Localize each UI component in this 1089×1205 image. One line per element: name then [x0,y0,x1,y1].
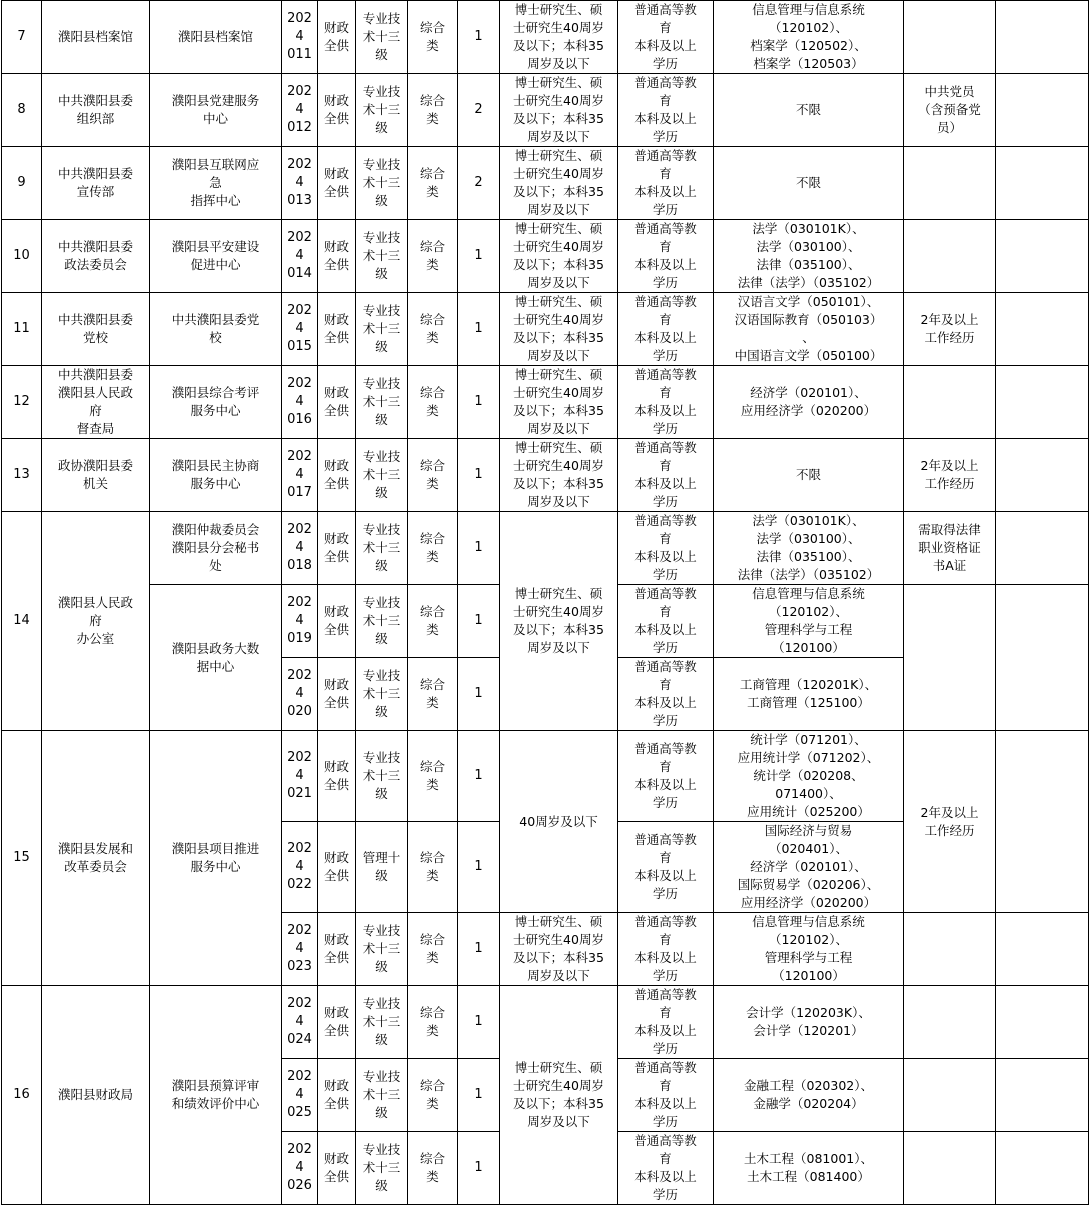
education-cell: 普通高等教 育 本科及以上 学历 [618,439,714,512]
funding-cell: 财政 全供 [318,658,356,731]
other-cell [904,913,996,986]
major-cell: 金融工程（020302）、 金融学（020204） [714,1059,904,1132]
category-cell: 综合 类 [408,293,458,366]
count-cell: 1 [458,439,500,512]
remark-cell [996,986,1089,1059]
major-cell: 信息管理与信息系统 （120102）、 管理科学与工程 （120100） [714,585,904,658]
count-cell: 1 [458,293,500,366]
level-cell: 专业技 术十三 级 [356,512,408,585]
code-cell: 2024 017 [282,439,318,512]
dept-cell: 中共濮阳县委 组织部 [42,74,150,147]
count-cell: 1 [458,731,500,822]
table-row [2,147,1089,220]
remark-cell [996,147,1089,220]
dept-cell: 濮阳县财政局 [42,986,150,1205]
other-cell [904,220,996,293]
remark-cell [996,731,1089,913]
table-row [2,220,1089,293]
code-cell: 2024 015 [282,293,318,366]
major-cell: 汉语言文学（050101）、 汉语国际教育（050103） 、 中国语言文学（050100） [714,293,904,366]
other-cell [904,147,996,220]
unit-cell: 濮阳县党建服务 中心 [150,74,282,147]
table-row [2,366,1089,439]
other-cell [904,1132,996,1205]
age-cell: 博士研究生、硕 士研究生40周岁 及以下；本科35 周岁及以下 [500,1,618,74]
code-cell: 2024 021 [282,731,318,822]
category-cell: 综合 类 [408,512,458,585]
funding-cell: 财政 全供 [318,439,356,512]
major-cell: 统计学（071201）、 应用统计学（071202）、 统计学（020208、 071400）、 应用统计（025200） [714,731,904,822]
funding-cell: 财政 全供 [318,585,356,658]
remark-cell [996,366,1089,439]
education-cell: 普通高等教 育 本科及以上 学历 [618,1,714,74]
major-cell: 信息管理与信息系统 （120102）、 管理科学与工程 （120100） [714,913,904,986]
remark-cell [996,439,1089,512]
code-cell: 2024 019 [282,585,318,658]
level-cell: 专业技 术十三 级 [356,731,408,822]
education-cell: 普通高等教 育 本科及以上 学历 [618,1059,714,1132]
dept-cell: 濮阳县发展和 改革委员会 [42,731,150,986]
major-cell: 法学（030101K）、 法学（030100）、 法律（035100）、 法律（法学）（035102） [714,220,904,293]
dept-cell: 中共濮阳县委 濮阳县人民政 府 督查局 [42,366,150,439]
unit-cell: 濮阳仲裁委员会 濮阳县分会秘书 处 [150,512,282,585]
other-cell [904,986,996,1059]
major-cell: 不限 [714,147,904,220]
education-cell: 普通高等教 育 本科及以上 学历 [618,293,714,366]
age-cell: 博士研究生、硕 士研究生40周岁 及以下；本科35 周岁及以下 [500,439,618,512]
unit-cell: 濮阳县档案馆 [150,1,282,74]
funding-cell: 财政 全供 [318,366,356,439]
age-cell: 博士研究生、硕 士研究生40周岁 及以下；本科35 周岁及以下 [500,366,618,439]
seq-cell: 15 [2,731,42,986]
count-cell: 1 [458,822,500,913]
education-cell: 普通高等教 育 本科及以上 学历 [618,74,714,147]
code-cell: 2024 011 [282,1,318,74]
level-cell: 专业技 术十三 级 [356,293,408,366]
other-cell [904,366,996,439]
funding-cell: 财政 全供 [318,147,356,220]
count-cell: 2 [458,147,500,220]
funding-cell: 财政 全供 [318,1059,356,1132]
remark-cell [996,512,1089,585]
level-cell: 专业技 术十三 级 [356,585,408,658]
age-cell: 博士研究生、硕 士研究生40周岁 及以下；本科35 周岁及以下 [500,986,618,1205]
code-cell: 2024 026 [282,1132,318,1205]
unit-cell: 濮阳县互联网应 急 指挥中心 [150,147,282,220]
count-cell: 1 [458,913,500,986]
remark-cell [996,913,1089,986]
code-cell: 2024 020 [282,658,318,731]
category-cell: 综合 类 [408,822,458,913]
code-cell: 2024 024 [282,986,318,1059]
code-cell: 2024 013 [282,147,318,220]
level-cell: 专业技 术十三 级 [356,366,408,439]
age-cell: 博士研究生、硕 士研究生40周岁 及以下；本科35 周岁及以下 [500,293,618,366]
category-cell: 综合 类 [408,731,458,822]
count-cell: 1 [458,658,500,731]
funding-cell: 财政 全供 [318,731,356,822]
age-cell: 40周岁及以下 [500,731,618,913]
funding-cell: 财政 全供 [318,74,356,147]
major-cell: 国际经济与贸易 （020401）、 经济学（020101）、 国际贸易学（020206）、 应用经济学（020200） [714,822,904,913]
other-cell [904,1,996,74]
other-cell: 2年及以上 工作经历 [904,439,996,512]
funding-cell: 财政 全供 [318,1132,356,1205]
other-cell: 需取得法律 职业资格证 书A证 [904,512,996,585]
count-cell: 1 [458,585,500,658]
level-cell: 专业技 术十三 级 [356,1059,408,1132]
seq-cell: 9 [2,147,42,220]
code-cell: 2024 025 [282,1059,318,1132]
remark-cell [996,1059,1089,1132]
education-cell: 普通高等教 育 本科及以上 学历 [618,366,714,439]
remark-cell [996,74,1089,147]
education-cell: 普通高等教 育 本科及以上 学历 [618,220,714,293]
unit-cell: 濮阳县政务大数 据中心 [150,585,282,731]
table-row [2,439,1089,512]
other-cell: 2年及以上 工作经历 [904,293,996,366]
table-row [2,512,1089,585]
level-cell: 专业技 术十三 级 [356,439,408,512]
table-row [2,731,1089,822]
level-cell: 管理十 级 [356,822,408,913]
seq-cell: 10 [2,220,42,293]
age-cell: 博士研究生、硕 士研究生40周岁 及以下；本科35 周岁及以下 [500,74,618,147]
table-row [2,986,1089,1059]
code-cell: 2024 018 [282,512,318,585]
dept-cell: 濮阳县档案馆 [42,1,150,74]
count-cell: 1 [458,366,500,439]
education-cell: 普通高等教 育 本科及以上 学历 [618,986,714,1059]
code-cell: 2024 023 [282,913,318,986]
unit-cell: 濮阳县民主协商 服务中心 [150,439,282,512]
major-cell: 土木工程（081001）、 土木工程（081400） [714,1132,904,1205]
education-cell: 普通高等教 育 本科及以上 学历 [618,147,714,220]
category-cell: 综合 类 [408,913,458,986]
unit-cell: 濮阳县项目推进 服务中心 [150,731,282,986]
education-cell: 普通高等教 育 本科及以上 学历 [618,913,714,986]
remark-cell [996,1,1089,74]
dept-cell: 中共濮阳县委 政法委员会 [42,220,150,293]
level-cell: 专业技 术十三 级 [356,1,408,74]
category-cell: 综合 类 [408,1132,458,1205]
count-cell: 1 [458,1059,500,1132]
category-cell: 综合 类 [408,366,458,439]
remark-cell [996,585,1089,731]
major-cell: 经济学（020101）、 应用经济学（020200） [714,366,904,439]
count-cell: 1 [458,1,500,74]
major-cell: 工商管理（120201K）、 工商管理（125100） [714,658,904,731]
dept-cell: 濮阳县人民政 府 办公室 [42,512,150,731]
major-cell: 信息管理与信息系统 （120102）、 档案学（120502）、 档案学（120503） [714,1,904,74]
major-cell: 不限 [714,439,904,512]
major-cell: 会计学（120203K）、 会计学（120201） [714,986,904,1059]
other-cell [904,1059,996,1132]
unit-cell: 濮阳县平安建设 促进中心 [150,220,282,293]
count-cell: 1 [458,1132,500,1205]
level-cell: 专业技 术十三 级 [356,74,408,147]
dept-cell: 中共濮阳县委 党校 [42,293,150,366]
funding-cell: 财政 全供 [318,512,356,585]
funding-cell: 财政 全供 [318,1,356,74]
count-cell: 1 [458,220,500,293]
dept-cell: 中共濮阳县委 宣传部 [42,147,150,220]
count-cell: 2 [458,74,500,147]
seq-cell: 12 [2,366,42,439]
seq-cell: 16 [2,986,42,1205]
seq-cell: 8 [2,74,42,147]
category-cell: 综合 类 [408,220,458,293]
other-cell: 2年及以上 工作经历 [904,731,996,913]
level-cell: 专业技 术十三 级 [356,220,408,293]
category-cell: 综合 类 [408,585,458,658]
education-cell: 普通高等教 育 本科及以上 学历 [618,822,714,913]
code-cell: 2024 022 [282,822,318,913]
other-cell [904,585,996,731]
funding-cell: 财政 全供 [318,220,356,293]
other-cell: 中共党员 （含预备党 员） [904,74,996,147]
seq-cell: 11 [2,293,42,366]
code-cell: 2024 016 [282,366,318,439]
dept-cell: 政协濮阳县委 机关 [42,439,150,512]
education-cell: 普通高等教 育 本科及以上 学历 [618,512,714,585]
category-cell: 综合 类 [408,986,458,1059]
unit-cell: 中共濮阳县委党 校 [150,293,282,366]
funding-cell: 财政 全供 [318,822,356,913]
education-cell: 普通高等教 育 本科及以上 学历 [618,585,714,658]
age-cell: 博士研究生、硕 士研究生40周岁 及以下；本科35 周岁及以下 [500,913,618,986]
seq-cell: 7 [2,1,42,74]
level-cell: 专业技 术十三 级 [356,147,408,220]
major-cell: 不限 [714,74,904,147]
education-cell: 普通高等教 育 本科及以上 学历 [618,1132,714,1205]
category-cell: 综合 类 [408,147,458,220]
education-cell: 普通高等教 育 本科及以上 学历 [618,731,714,822]
seq-cell: 14 [2,512,42,731]
category-cell: 综合 类 [408,658,458,731]
remark-cell [996,293,1089,366]
category-cell: 综合 类 [408,439,458,512]
category-cell: 综合 类 [408,1059,458,1132]
level-cell: 专业技 术十三 级 [356,913,408,986]
category-cell: 综合 类 [408,74,458,147]
unit-cell: 濮阳县预算评审 和绩效评价中心 [150,986,282,1205]
table-row [2,74,1089,147]
count-cell: 1 [458,512,500,585]
code-cell: 2024 012 [282,74,318,147]
unit-cell: 濮阳县综合考评 服务中心 [150,366,282,439]
remark-cell [996,220,1089,293]
age-cell: 博士研究生、硕 士研究生40周岁 及以下；本科35 周岁及以下 [500,220,618,293]
category-cell: 综合 类 [408,1,458,74]
funding-cell: 财政 全供 [318,293,356,366]
table-row [2,1,1089,74]
recruitment-table [1,0,1089,1205]
education-cell: 普通高等教 育 本科及以上 学历 [618,658,714,731]
age-cell: 博士研究生、硕 士研究生40周岁 及以下；本科35 周岁及以下 [500,147,618,220]
seq-cell: 13 [2,439,42,512]
level-cell: 专业技 术十三 级 [356,986,408,1059]
count-cell: 1 [458,986,500,1059]
table-row [2,293,1089,366]
funding-cell: 财政 全供 [318,913,356,986]
remark-cell [996,1132,1089,1205]
age-cell: 博士研究生、硕 士研究生40周岁 及以下；本科35 周岁及以下 [500,512,618,731]
major-cell: 法学（030101K）、 法学（030100）、 法律（035100）、 法律（法学）（035102） [714,512,904,585]
level-cell: 专业技 术十三 级 [356,658,408,731]
code-cell: 2024 014 [282,220,318,293]
level-cell: 专业技 术十三 级 [356,1132,408,1205]
funding-cell: 财政 全供 [318,986,356,1059]
